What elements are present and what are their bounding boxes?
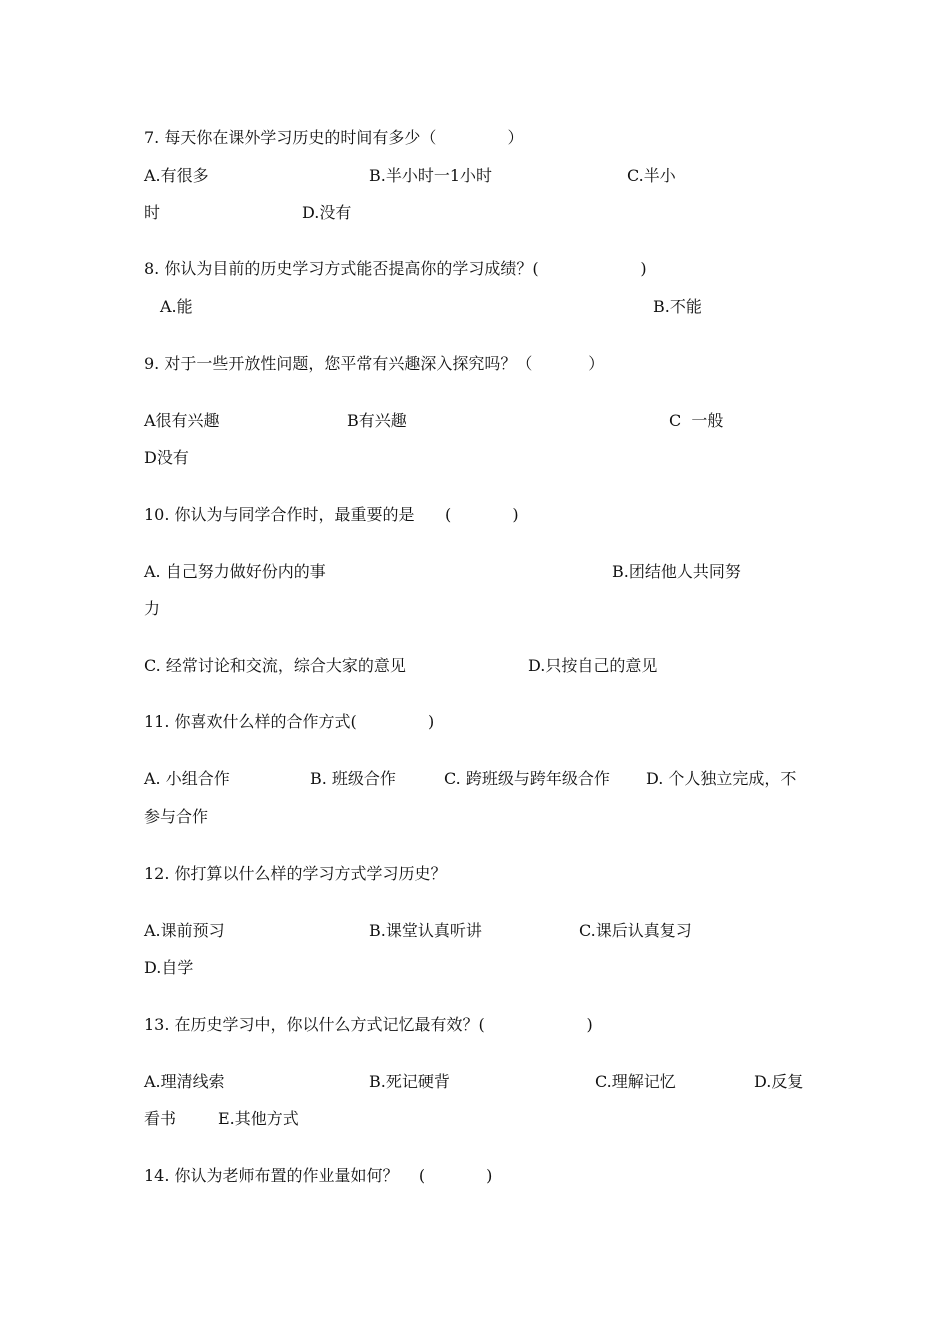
q14-question: 14. 你认为老师布置的作业量如何？ ( )	[144, 1166, 493, 1185]
q13-option-b: B.死记硬背	[369, 1072, 450, 1091]
q11-option-d-continued: 参与合作	[144, 807, 209, 826]
q9-option-a: A很有兴趣	[144, 411, 220, 430]
q12-question: 12. 你打算以什么样的学习方式学习历史？	[144, 864, 447, 883]
q13-option-e: E.其他方式	[218, 1109, 299, 1128]
q7-option-c: C.半小	[627, 166, 676, 185]
q10-question: 10. 你认为与同学合作时，最重要的是 ( )	[144, 505, 519, 524]
q13-question: 13. 在历史学习中，你以什么方式记忆最有效？( )	[144, 1015, 593, 1034]
q9-option-c: C 一般	[669, 411, 724, 430]
q10-option-b: B.团结他人共同努	[612, 562, 741, 581]
q12-option-b: B.课堂认真听讲	[369, 921, 482, 940]
q7-option-b: B.半小时一1小时	[369, 166, 493, 185]
q9-option-d: D没有	[144, 448, 189, 467]
q11-option-d: D. 个人独立完成，不	[646, 769, 797, 788]
q7-question: 7. 每天你在课外学习历史的时间有多少（ ）	[144, 128, 524, 147]
q8-option-b: B.不能	[653, 297, 702, 316]
q11-option-c: C. 跨班级与跨年级合作	[444, 769, 610, 788]
q7-option-d: D.没有	[302, 203, 352, 222]
q12-option-d: D.自学	[144, 958, 194, 977]
q13-option-a: A.理清线索	[144, 1072, 225, 1091]
q10-option-a: A. 自己努力做好份内的事	[144, 562, 326, 581]
q11-option-b: B. 班级合作	[310, 769, 396, 788]
q7-option-a: A.有很多	[144, 166, 209, 185]
q10-option-d: D.只按自己的意见	[528, 656, 658, 675]
q9-option-b: B有兴趣	[347, 411, 407, 430]
q13-option-d: D.反复	[754, 1072, 804, 1091]
q12-option-c: C.课后认真复习	[579, 921, 692, 940]
q8-question: 8. 你认为目前的历史学习方式能否提高你的学习成绩？( )	[144, 259, 647, 278]
q11-question: 11. 你喜欢什么样的合作方式( )	[144, 712, 435, 731]
q7-option-c-continued: 时	[144, 203, 161, 222]
q10-option-b-continued: 力	[144, 599, 161, 618]
q13-option-c: C.理解记忆	[595, 1072, 676, 1091]
q11-option-a: A. 小组合作	[144, 769, 230, 788]
q13-option-d-continued: 看书	[144, 1109, 177, 1128]
q8-option-a: A.能	[160, 297, 193, 316]
q10-option-c: C. 经常讨论和交流，综合大家的意见	[144, 656, 406, 675]
q9-question: 9. 对于一些开放性问题，您平常有兴趣深入探究吗？（ ）	[144, 354, 605, 373]
q12-option-a: A.课前预习	[144, 921, 225, 940]
